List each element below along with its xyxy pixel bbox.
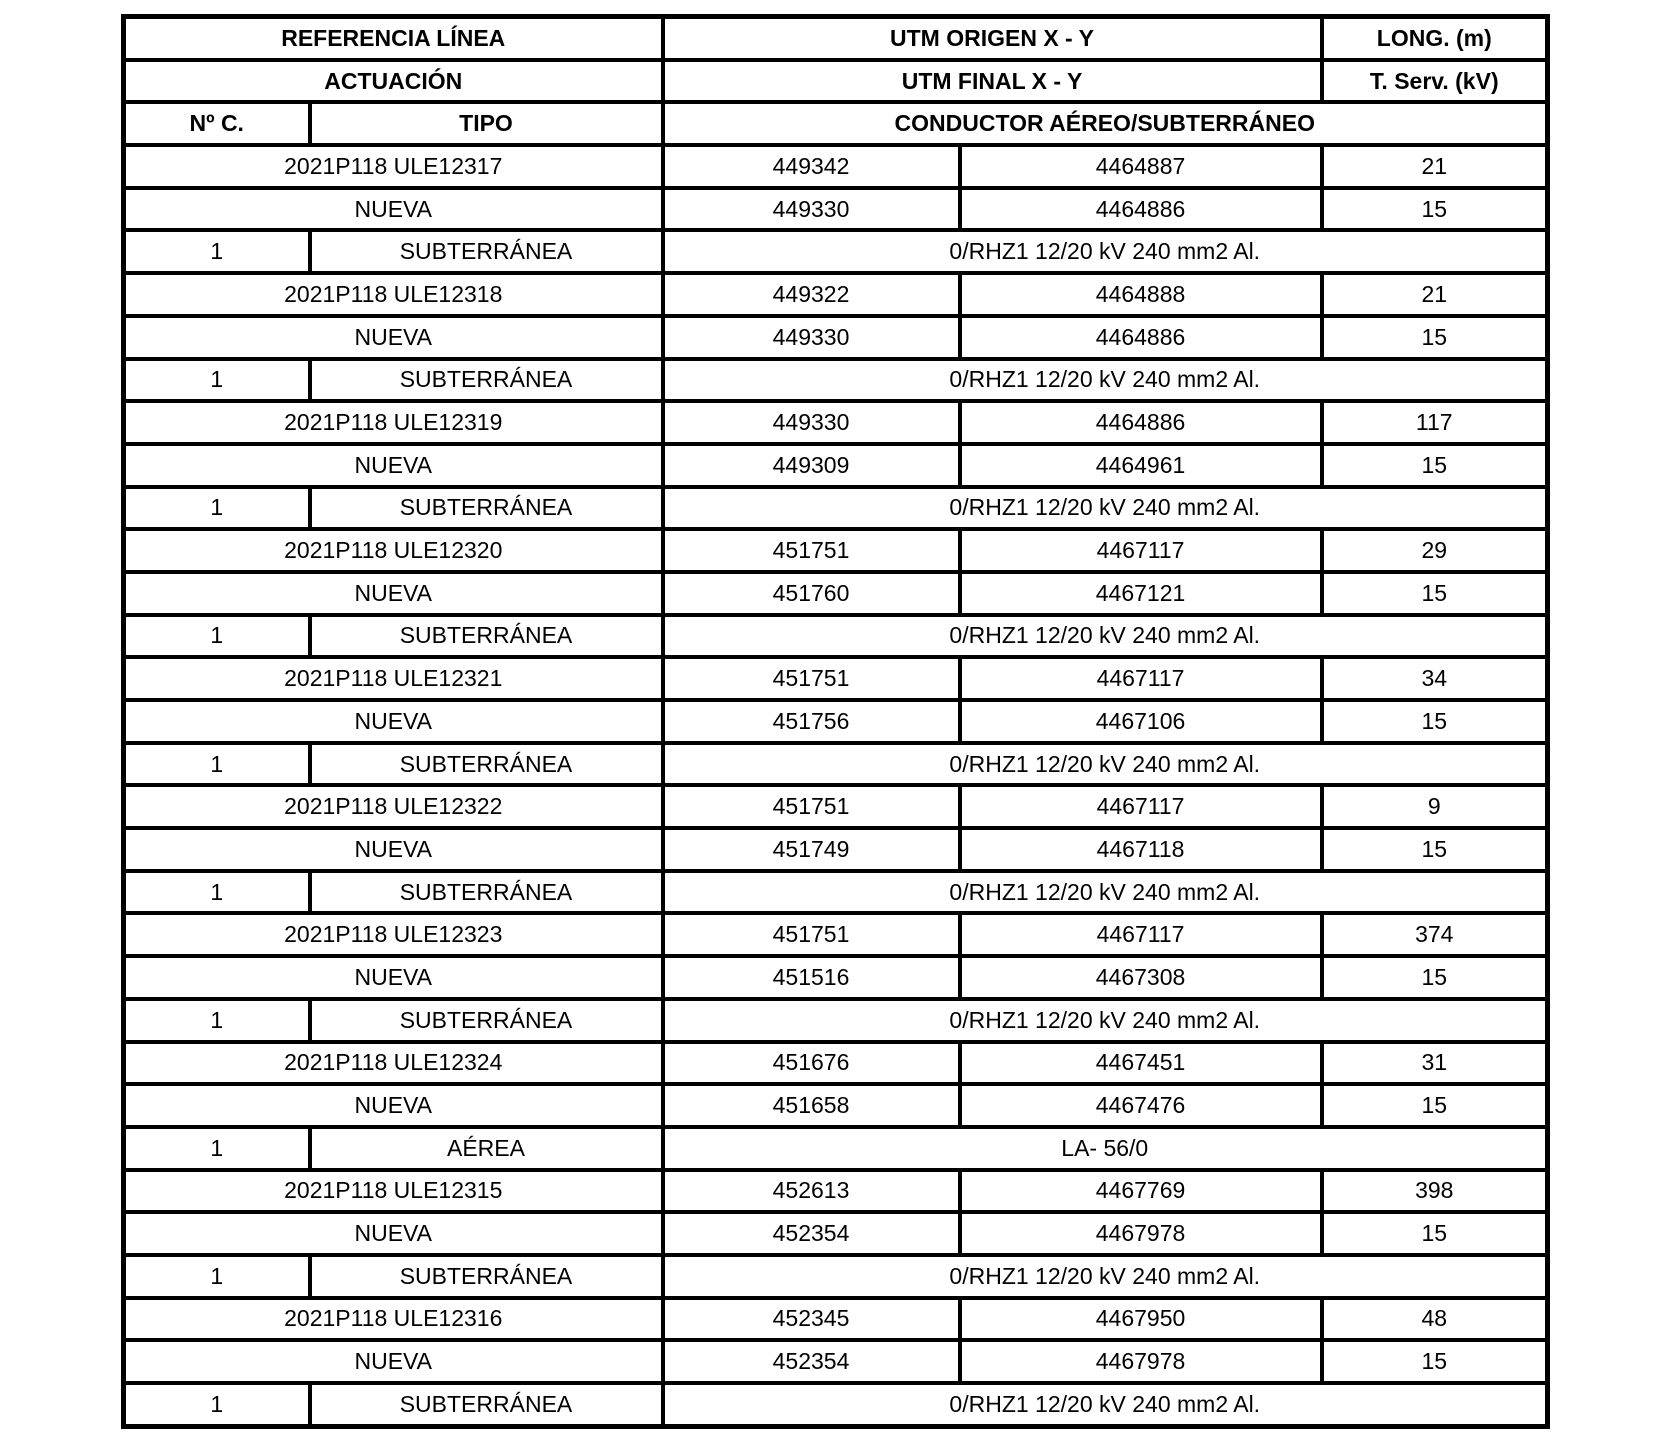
t-serv-kv-cell: 15 (1322, 700, 1548, 743)
table-row-actuacion (124, 1212, 1548, 1255)
tipo-cell: SUBTERRÁNEA (310, 487, 663, 530)
referencia-cell: 2021P118 ULE12316 (124, 1298, 663, 1341)
utm-final-y-cell: 4467118 (960, 828, 1322, 871)
long-m-cell: 48 (1322, 1298, 1548, 1341)
utm-final-x-cell: 451749 (663, 828, 960, 871)
num-c-cell: 1 (124, 1383, 310, 1426)
table-row-tipo (124, 487, 1548, 530)
header-row-2 (124, 60, 1548, 103)
long-m-cell: 34 (1322, 657, 1548, 700)
tipo-cell: SUBTERRÁNEA (310, 871, 663, 914)
table-row-actuacion (124, 188, 1548, 231)
utm-final-x-cell: 451658 (663, 1084, 960, 1127)
table-row-referencia (124, 401, 1548, 444)
actuacion-cell: NUEVA (124, 1212, 663, 1255)
utm-final-y-cell: 4464961 (960, 444, 1322, 487)
utm-origen-y-cell: 4467117 (960, 529, 1322, 572)
utm-final-y-cell: 4467978 (960, 1212, 1322, 1255)
tipo-cell: SUBTERRÁNEA (310, 615, 663, 658)
utm-origen-x-cell: 451751 (663, 785, 960, 828)
header-referencia-linea: REFERENCIA LÍNEA (124, 17, 663, 60)
referencia-cell: 2021P118 ULE12317 (124, 145, 663, 188)
utm-origen-y-cell: 4467950 (960, 1298, 1322, 1341)
table-row-referencia (124, 529, 1548, 572)
referencia-cell: 2021P118 ULE12320 (124, 529, 663, 572)
num-c-cell: 1 (124, 230, 310, 273)
utm-origen-y-cell: 4467117 (960, 785, 1322, 828)
utm-origen-x-cell: 452345 (663, 1298, 960, 1341)
num-c-cell: 1 (124, 487, 310, 530)
long-m-cell: 374 (1322, 913, 1548, 956)
referencia-cell: 2021P118 ULE12315 (124, 1170, 663, 1213)
table-row-referencia (124, 785, 1548, 828)
table-row-tipo (124, 743, 1548, 786)
conductor-cell: 0/RHZ1 12/20 kV 240 mm2 Al. (663, 359, 1548, 402)
referencia-cell: 2021P118 ULE12322 (124, 785, 663, 828)
referencia-cell: 2021P118 ULE12323 (124, 913, 663, 956)
t-serv-kv-cell: 15 (1322, 316, 1548, 359)
header-t-serv: T. Serv. (kV) (1322, 60, 1548, 103)
referencia-cell: 2021P118 ULE12318 (124, 273, 663, 316)
referencia-cell: 2021P118 ULE12324 (124, 1042, 663, 1085)
utm-origen-y-cell: 4467117 (960, 657, 1322, 700)
long-m-cell: 9 (1322, 785, 1548, 828)
tipo-cell: SUBTERRÁNEA (310, 359, 663, 402)
actuacion-cell: NUEVA (124, 316, 663, 359)
utm-final-x-cell: 451756 (663, 700, 960, 743)
actuacion-cell: NUEVA (124, 828, 663, 871)
table-row-referencia (124, 913, 1548, 956)
header-tipo: TIPO (310, 102, 663, 145)
utm-origen-x-cell: 451751 (663, 657, 960, 700)
conductor-cell: LA- 56/0 (663, 1127, 1548, 1170)
actuacion-cell: NUEVA (124, 1340, 663, 1383)
header-num-c: Nº C. (124, 102, 310, 145)
actuacion-cell: NUEVA (124, 572, 663, 615)
long-m-cell: 31 (1322, 1042, 1548, 1085)
header-row-1 (124, 17, 1548, 60)
utm-final-y-cell: 4467476 (960, 1084, 1322, 1127)
table-row-tipo (124, 230, 1548, 273)
long-m-cell: 117 (1322, 401, 1548, 444)
table-row-actuacion (124, 1340, 1548, 1383)
conductor-cell: 0/RHZ1 12/20 kV 240 mm2 Al. (663, 871, 1548, 914)
table-row-actuacion (124, 700, 1548, 743)
header-utm-origen: UTM ORIGEN X - Y (663, 17, 1322, 60)
utm-origen-x-cell: 449330 (663, 401, 960, 444)
num-c-cell: 1 (124, 1255, 310, 1298)
utm-final-y-cell: 4464886 (960, 188, 1322, 231)
table-row-referencia (124, 273, 1548, 316)
actuacion-cell: NUEVA (124, 700, 663, 743)
long-m-cell: 398 (1322, 1170, 1548, 1213)
utm-origen-x-cell: 451751 (663, 529, 960, 572)
utm-final-y-cell: 4467308 (960, 956, 1322, 999)
tipo-cell: SUBTERRÁNEA (310, 1255, 663, 1298)
t-serv-kv-cell: 15 (1322, 444, 1548, 487)
utm-origen-y-cell: 4464887 (960, 145, 1322, 188)
conductor-cell: 0/RHZ1 12/20 kV 240 mm2 Al. (663, 230, 1548, 273)
utm-origen-x-cell: 449342 (663, 145, 960, 188)
table-row-tipo (124, 999, 1548, 1042)
header-row-3 (124, 102, 1548, 145)
tipo-cell: SUBTERRÁNEA (310, 999, 663, 1042)
table-row-tipo (124, 1383, 1548, 1426)
table-row-referencia (124, 145, 1548, 188)
referencia-cell: 2021P118 ULE12321 (124, 657, 663, 700)
utm-final-y-cell: 4467106 (960, 700, 1322, 743)
utm-origen-y-cell: 4467117 (960, 913, 1322, 956)
t-serv-kv-cell: 15 (1322, 1084, 1548, 1127)
actuacion-cell: NUEVA (124, 188, 663, 231)
table-row-actuacion (124, 1084, 1548, 1127)
utm-origen-y-cell: 4467451 (960, 1042, 1322, 1085)
utm-final-y-cell: 4467121 (960, 572, 1322, 615)
utm-origen-y-cell: 4464888 (960, 273, 1322, 316)
table-row-actuacion (124, 444, 1548, 487)
utm-final-x-cell: 452354 (663, 1212, 960, 1255)
header-long-m: LONG. (m) (1322, 17, 1548, 60)
tipo-cell: AÉREA (310, 1127, 663, 1170)
long-m-cell: 29 (1322, 529, 1548, 572)
header-conductor: CONDUCTOR AÉREO/SUBTERRÁNEO (663, 102, 1548, 145)
num-c-cell: 1 (124, 615, 310, 658)
num-c-cell: 1 (124, 1127, 310, 1170)
tipo-cell: SUBTERRÁNEA (310, 230, 663, 273)
table-row-referencia (124, 1298, 1548, 1341)
t-serv-kv-cell: 15 (1322, 188, 1548, 231)
conductor-cell: 0/RHZ1 12/20 kV 240 mm2 Al. (663, 743, 1548, 786)
conductor-cell: 0/RHZ1 12/20 kV 240 mm2 Al. (663, 999, 1548, 1042)
utm-final-x-cell: 451516 (663, 956, 960, 999)
header-utm-final: UTM FINAL X - Y (663, 60, 1322, 103)
table-row-referencia (124, 657, 1548, 700)
table-row-actuacion (124, 828, 1548, 871)
table-row-tipo (124, 1127, 1548, 1170)
table-row-tipo (124, 615, 1548, 658)
utm-final-x-cell: 449309 (663, 444, 960, 487)
actuacion-cell: NUEVA (124, 444, 663, 487)
actuacion-cell: NUEVA (124, 956, 663, 999)
utm-final-y-cell: 4464886 (960, 316, 1322, 359)
t-serv-kv-cell: 15 (1322, 572, 1548, 615)
utm-origen-x-cell: 449322 (663, 273, 960, 316)
utm-origen-y-cell: 4467769 (960, 1170, 1322, 1213)
actuacion-cell: NUEVA (124, 1084, 663, 1127)
utm-final-y-cell: 4467978 (960, 1340, 1322, 1383)
conductor-cell: 0/RHZ1 12/20 kV 240 mm2 Al. (663, 487, 1548, 530)
t-serv-kv-cell: 15 (1322, 956, 1548, 999)
table-row-referencia (124, 1042, 1548, 1085)
num-c-cell: 1 (124, 359, 310, 402)
utm-final-x-cell: 451760 (663, 572, 960, 615)
utm-origen-y-cell: 4464886 (960, 401, 1322, 444)
table-row-actuacion (124, 956, 1548, 999)
tipo-cell: SUBTERRÁNEA (310, 743, 663, 786)
tipo-cell: SUBTERRÁNEA (310, 1383, 663, 1426)
t-serv-kv-cell: 15 (1322, 1340, 1548, 1383)
num-c-cell: 1 (124, 871, 310, 914)
num-c-cell: 1 (124, 999, 310, 1042)
table-row-actuacion (124, 316, 1548, 359)
utm-origen-x-cell: 451676 (663, 1042, 960, 1085)
line-actuation-table (121, 14, 1550, 1429)
utm-origen-x-cell: 452613 (663, 1170, 960, 1213)
utm-final-x-cell: 452354 (663, 1340, 960, 1383)
table-row-actuacion (124, 572, 1548, 615)
table-row-referencia (124, 1170, 1548, 1213)
conductor-cell: 0/RHZ1 12/20 kV 240 mm2 Al. (663, 1383, 1548, 1426)
utm-final-x-cell: 449330 (663, 188, 960, 231)
referencia-cell: 2021P118 ULE12319 (124, 401, 663, 444)
t-serv-kv-cell: 15 (1322, 828, 1548, 871)
conductor-cell: 0/RHZ1 12/20 kV 240 mm2 Al. (663, 615, 1548, 658)
long-m-cell: 21 (1322, 273, 1548, 316)
table-row-tipo (124, 1255, 1548, 1298)
t-serv-kv-cell: 15 (1322, 1212, 1548, 1255)
table-body (124, 145, 1548, 1426)
long-m-cell: 21 (1322, 145, 1548, 188)
conductor-cell: 0/RHZ1 12/20 kV 240 mm2 Al. (663, 1255, 1548, 1298)
header-actuacion: ACTUACIÓN (124, 60, 663, 103)
num-c-cell: 1 (124, 743, 310, 786)
table-row-tipo (124, 359, 1548, 402)
table-header (124, 17, 1548, 146)
utm-origen-x-cell: 451751 (663, 913, 960, 956)
utm-final-x-cell: 449330 (663, 316, 960, 359)
table-row-tipo (124, 871, 1548, 914)
